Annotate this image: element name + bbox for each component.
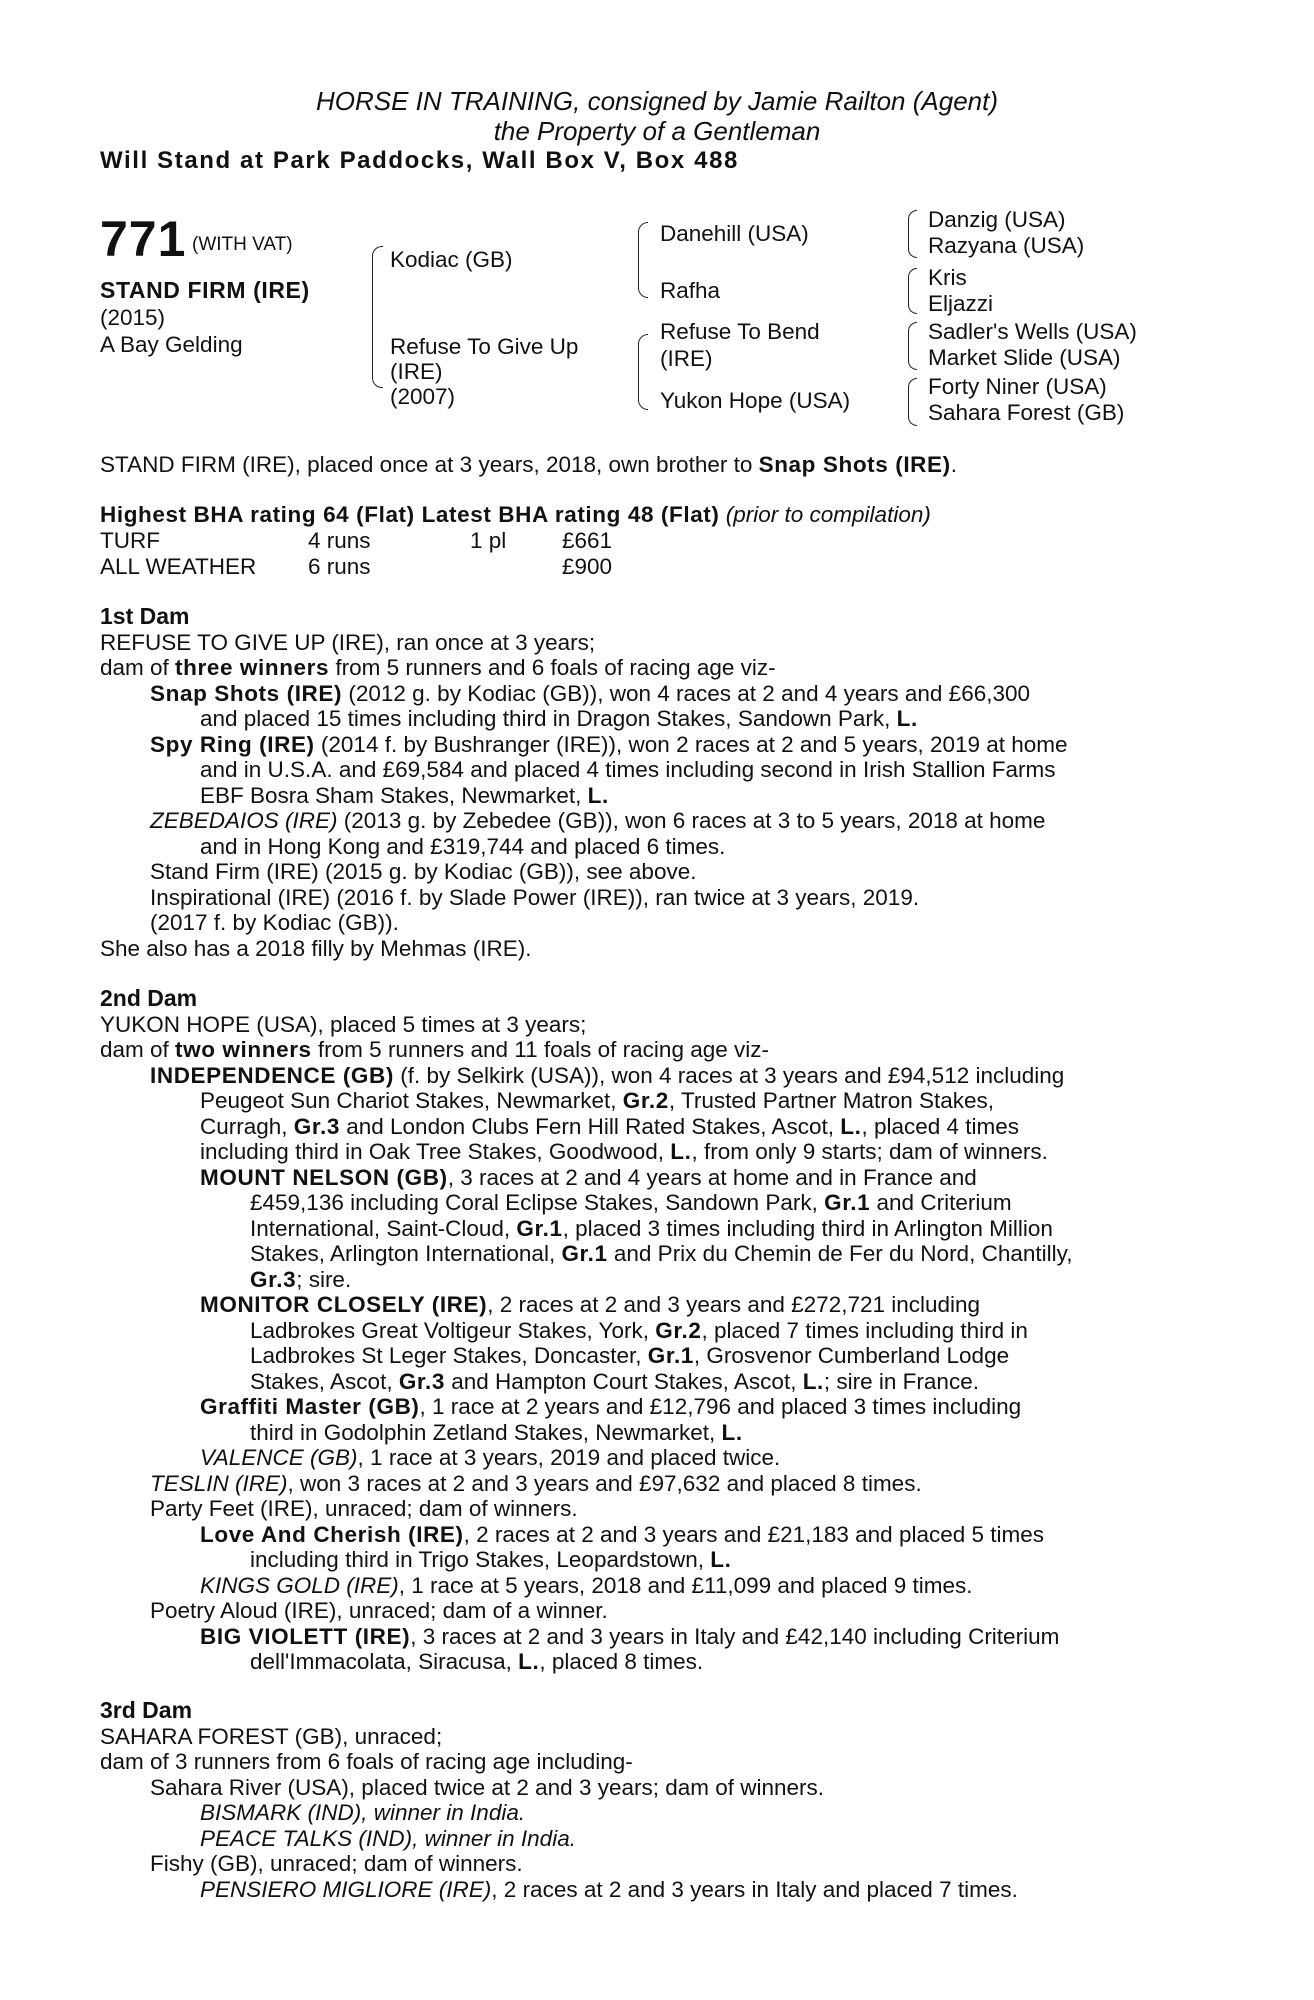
list-item: KINGS GOLD (IRE), 1 race at 5 years, 2018 and £11,099 and placed 9 times. (200, 1572, 973, 1598)
stat-placed: 1 pl (470, 528, 507, 553)
pedigree-brace-dam (638, 334, 648, 410)
list-item: Fishy (GB), unraced; dam of winners. (150, 1851, 523, 1876)
horse-name: STAND FIRM (IRE) (100, 277, 310, 303)
list-item: MONITOR CLOSELY (IRE), 2 races at 2 and 3 years and £272,721 including (200, 1292, 981, 1317)
first-dam-heading: 1st Dam (100, 603, 190, 629)
list-item: EBF Bosra Sham Stakes, Newmarket, L. (200, 782, 609, 808)
race-record-table (100, 528, 612, 579)
third-dam-produce: dam of 3 runners from 6 foals of racing age including- (100, 1749, 633, 1774)
list-item: £459,136 including Coral Eclipse Stakes, Sandown Park, Gr.1 and Criterium (250, 1190, 1012, 1215)
list-item: Peugeot Sun Chariot Stakes, Newmarket, Gr.2, Trusted Partner Matron Stakes, (200, 1088, 995, 1113)
stat-placed (470, 554, 562, 580)
foaling-year: (2015) (100, 305, 166, 330)
third-dam-section (100, 1698, 1208, 1902)
pedigree-gg1: Danzig (USA) (928, 207, 1066, 232)
second-dam-line: YUKON HOPE (USA), placed 5 times at 3 years; (100, 1011, 587, 1037)
lot-number: 771 (100, 211, 187, 267)
pedigree-sire-sire: Danehill (USA) (660, 221, 809, 246)
pedigree-brace-g12 (908, 210, 917, 258)
pedigree-brace-g56 (908, 322, 917, 370)
list-item: BISMARK (IND), winner in India. (200, 1800, 526, 1825)
stat-prize: £661 (562, 528, 613, 553)
summary-line (100, 452, 957, 478)
list-item: ZEBEDAIOS (IRE) (2013 g. by Zebedee (GB)), won 6 races at 3 to 5 years, 2018 at home (150, 808, 1046, 833)
list-item: TESLIN (IRE), won 3 races at 2 and 3 years and £97,632 and placed 8 times. (150, 1470, 922, 1496)
stat-surface: TURF (100, 528, 160, 553)
third-dam-line: SAHARA FOREST (GB), unraced; (100, 1723, 443, 1749)
list-item: Love And Cherish (IRE), 2 races at 2 and 3 years and £21,183 and placed 5 times (200, 1521, 1045, 1547)
stat-runs: 6 runs (308, 553, 371, 579)
list-item: Poetry Aloud (IRE), unraced; dam of a winner. (150, 1598, 608, 1623)
list-item: Stakes, Ascot, Gr.3 and Hampton Court Stakes, Ascot, L.; sire in France. (250, 1368, 979, 1394)
pedigree-gg7: Forty Niner (USA) (928, 374, 1107, 399)
list-item: Party Feet (IRE), unraced; dam of winners. (150, 1496, 578, 1521)
summary-sibling: Snap Shots (IRE) (758, 452, 951, 477)
pedigree-gg3: Kris (928, 265, 967, 290)
stat-runs: 4 runs (308, 528, 371, 553)
table-row (100, 528, 612, 554)
pedigree-gg5: Sadler's Wells (USA) (928, 319, 1137, 344)
pedigree-dam-dam: Yukon Hope (USA) (660, 388, 851, 413)
list-item: Curragh, Gr.3 and London Clubs Fern Hill Rated Stakes, Ascot, L., placed 4 times (200, 1113, 1020, 1139)
list-item: PEACE TALKS (IND), winner in India. (200, 1825, 576, 1851)
pedigree-gg6: Market Slide (USA) (928, 345, 1121, 370)
list-item: including third in Trigo Stakes, Leopardstown, L. (250, 1547, 732, 1572)
list-item: Snap Shots (IRE) (2012 g. by Kodiac (GB)), won 4 races at 2 and 4 years and £66,300 (150, 680, 1031, 706)
list-item: and in U.S.A. and £69,584 and placed 4 times including second in Irish Stallion Farms (200, 757, 1056, 782)
first-dam-produce: dam of three winners from 5 runners and 6 foals of racing age viz- (100, 655, 776, 680)
list-item: third in Godolphin Zetland Stakes, Newmarket, L. (250, 1419, 743, 1445)
third-dam-heading: 3rd Dam (100, 1697, 193, 1723)
pedigree-dam-sire-line2: (IRE) (660, 346, 713, 371)
first-dam-section (100, 604, 1208, 961)
header-consignor: HORSE IN TRAINING, consigned by Jamie Railton (Agent) (315, 86, 999, 116)
list-item: PENSIERO MIGLIORE (IRE), 2 races at 2 and 3 years in Italy and placed 7 times. (200, 1876, 1018, 1902)
horse-description: A Bay Gelding (100, 332, 243, 357)
list-item: INDEPENDENCE (GB) (f. by Selkirk (USA)), won 4 races at 3 years and £94,512 including (150, 1062, 1065, 1088)
list-item: dell'Immacolata, Siracusa, L., placed 8 times. (250, 1649, 704, 1674)
list-item: Spy Ring (IRE) (2014 f. by Bushranger (IRE)), won 2 races at 2 and 5 years, 2019 at home (150, 731, 1068, 757)
pedigree-gg8: Sahara Forest (GB) (928, 400, 1125, 425)
list-item: Stand Firm (IRE) (2015 g. by Kodiac (GB)), see above. (150, 859, 697, 884)
list-item: Ladbrokes St Leger Stakes, Doncaster, Gr.1, Grosvenor Cumberland Lodge (250, 1343, 1010, 1368)
list-item: She also has a 2018 filly by Mehmas (IRE). (100, 935, 532, 961)
pedigree-brace-g78 (908, 378, 917, 426)
second-dam-section (100, 986, 1208, 1675)
list-item: Inspirational (IRE) (2016 f. by Slade Power (IRE)), ran twice at 3 years, 2019. (150, 884, 920, 910)
pedigree-dam-line1: Refuse To Give Up (390, 334, 579, 359)
pedigree-sire: Kodiac (GB) (390, 247, 513, 272)
summary-text: STAND FIRM (IRE), placed once at 3 years, 2018, own brother to (100, 452, 759, 477)
second-dam-produce: dam of two winners from 5 runners and 11 foals of racing age viz- (100, 1037, 769, 1062)
pedigree-dam-line2: (IRE) (390, 359, 443, 384)
pedigree-brace-sire (638, 222, 648, 298)
second-dam-heading: 2nd Dam (100, 985, 198, 1011)
list-item: International, Saint-Cloud, Gr.1, placed 3 times including third in Arlington Million (250, 1215, 1053, 1241)
table-row (100, 554, 612, 580)
list-item: MOUNT NELSON (GB), 3 races at 2 and 4 years at home and in France and (200, 1164, 977, 1190)
list-item: (2017 f. by Kodiac (GB)). (150, 910, 399, 935)
list-item: Sahara River (USA), placed twice at 2 and 3 years; dam of winners. (150, 1774, 825, 1800)
list-item: and in Hong Kong and £319,744 and placed 6 times. (200, 833, 726, 859)
first-dam-line: REFUSE TO GIVE UP (IRE), ran once at 3 years; (100, 629, 596, 655)
list-item: Gr.3; sire. (250, 1266, 352, 1292)
list-item: Stakes, Arlington International, Gr.1 and Prix du Chemin de Fer du Nord, Chantilly, (250, 1241, 1073, 1266)
rating-bold: Highest BHA rating 64 (Flat) Latest BHA rating 48 (Flat) (100, 502, 720, 527)
list-item: VALENCE (GB), 1 race at 3 years, 2019 and placed twice. (200, 1445, 781, 1470)
list-item: Ladbrokes Great Voltigeur Stakes, York, Gr.2, placed 7 times including third in (250, 1317, 1028, 1343)
list-item: BIG VIOLETT (IRE), 3 races at 2 and 3 years in Italy and £42,140 including Criterium (200, 1623, 1060, 1649)
stat-prize: £900 (562, 553, 613, 579)
pedigree-dam-sire-line1: Refuse To Bend (660, 319, 820, 344)
rating-line (100, 502, 931, 528)
header-location: Will Stand at Park Paddocks, Wall Box V, Box 488 (100, 147, 739, 174)
pedigree-brace-main (372, 246, 383, 388)
vat-note: (WITH VAT) (192, 234, 293, 255)
list-item: and placed 15 times including third in Dragon Stakes, Sandown Park, L. (200, 706, 918, 731)
pedigree-gg2: Razyana (USA) (928, 233, 1085, 258)
list-item: Graffiti Master (GB), 1 race at 2 years and £12,796 and placed 3 times including (200, 1394, 1022, 1419)
pedigree-brace-g34 (908, 268, 917, 314)
stat-surface: ALL WEATHER (100, 553, 257, 579)
list-item: including third in Oak Tree Stakes, Goodwood, L., from only 9 starts; dam of winners. (200, 1139, 1048, 1164)
summary-end: . (950, 452, 957, 477)
header-property: the Property of a Gentleman (493, 116, 821, 146)
pedigree-sire-dam: Rafha (660, 278, 721, 303)
rating-note: (prior to compilation) (725, 502, 931, 527)
pedigree-gg4: Eljazzi (928, 291, 994, 316)
pedigree-dam-line3: (2007) (390, 384, 456, 409)
